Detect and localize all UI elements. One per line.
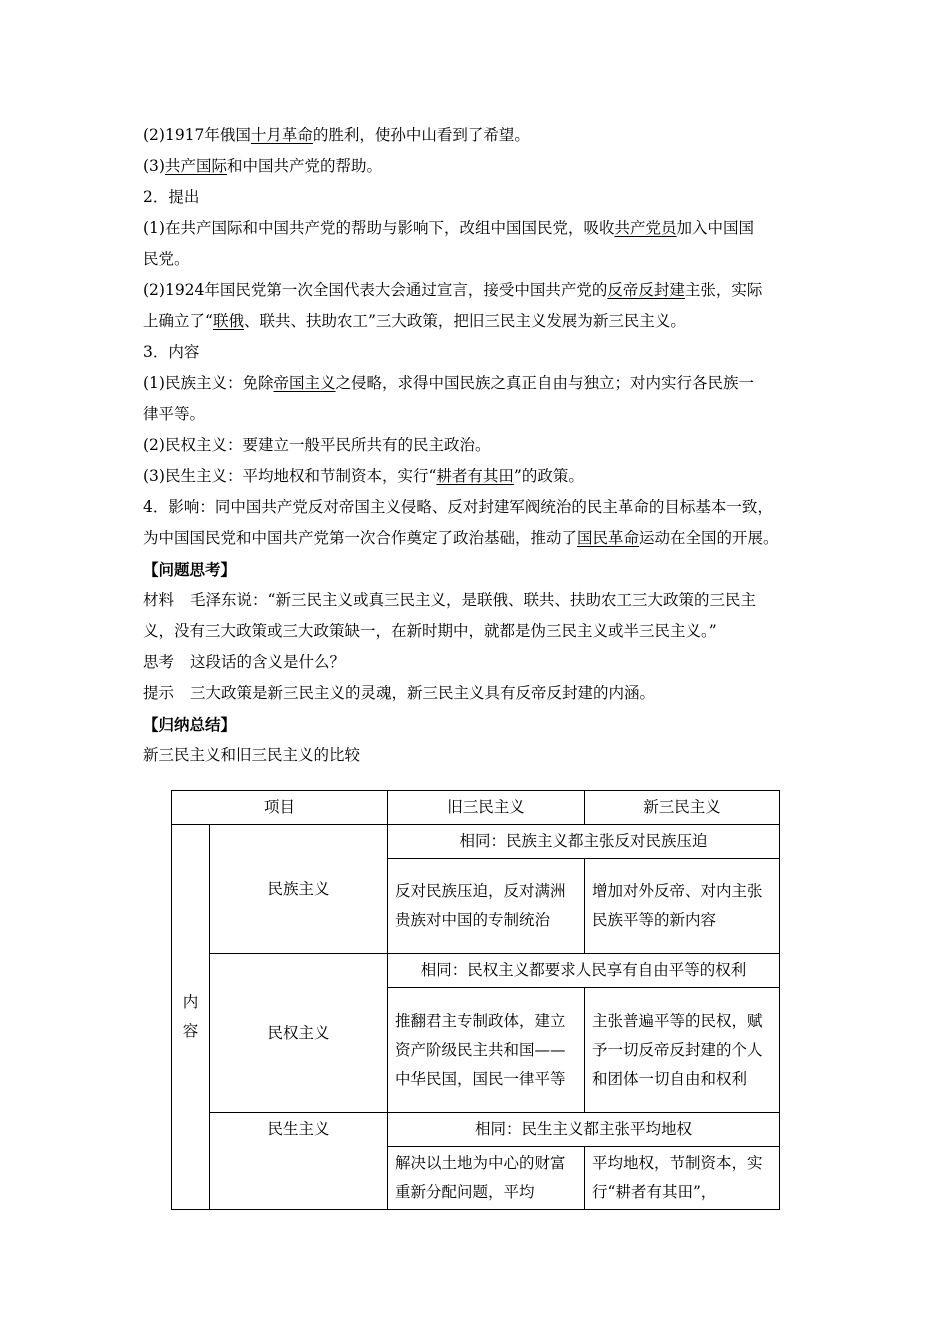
comparison-table — [171, 790, 780, 1210]
text: (2)1924年国民党第一次全国代表大会通过宣言，接受中国共产党的 — [143, 281, 608, 299]
paragraph-nationalism — [143, 368, 809, 399]
table-row — [172, 1113, 780, 1147]
same-nationalism: 相同：民族主义都主张反对民族压迫 — [388, 825, 780, 859]
document-body — [143, 120, 809, 771]
content-label-cell — [172, 825, 210, 1210]
material-line-1 — [143, 585, 809, 616]
paragraph-reorganize — [143, 213, 809, 244]
paragraph-1924-congress — [143, 275, 809, 306]
text: (2)1917年俄国 — [143, 126, 251, 144]
paragraph-livelihood — [143, 461, 809, 492]
text: 为中国国民党和中国共产党第一次合作奠定了政治基础，推动了 — [143, 529, 578, 547]
text: ”的政策。 — [513, 467, 584, 485]
text: 毛泽东说：“新三民主义或真三民主义，是联俄、联共、扶助农工三大政策的三民主 — [190, 591, 756, 609]
text: 和中国共产党的帮助。 — [226, 157, 382, 175]
new-democracy: 主张普遍平等的民权，赋予一切反帝反封建的个人和团体一切自由和权利 — [585, 988, 780, 1113]
table-title: 新三民主义和旧三民主义的比较 — [143, 746, 361, 764]
think-label: 思考 — [143, 653, 175, 671]
underlined-term: 国民革命 — [577, 529, 640, 547]
underlined-term: 共产国际 — [164, 157, 227, 175]
paragraph-comintern — [143, 151, 809, 182]
underlined-term: 反帝反封建 — [607, 281, 685, 299]
header-new: 新三民主义 — [585, 791, 780, 825]
row-name-democracy: 民权主义 — [210, 954, 388, 1113]
text: 这段话的含义是什么？ — [190, 653, 346, 671]
new-livelihood: 平均地权，节制资本，实行“耕者有其田”， — [585, 1147, 780, 1210]
text: 加入中国国 — [676, 219, 754, 237]
paragraph-nationalism-cont: 律平等。 — [143, 405, 206, 423]
hint-line — [143, 678, 809, 709]
same-democracy: 相同：民权主义都要求人民享有自由平等的权利 — [388, 954, 780, 988]
table-row — [172, 825, 780, 859]
same-livelihood: 相同：民生主义都主张平均地权 — [388, 1113, 780, 1147]
text: 之侵略，求得中国民族之真正自由与独立；对内实行各民族一 — [335, 374, 754, 392]
think-line — [143, 647, 809, 678]
text: 容 — [182, 1022, 199, 1040]
text: 内 — [182, 993, 199, 1011]
text: 的胜利，使孙中山看到了希望。 — [312, 126, 530, 144]
material-line-2: 义，没有三大政策或三大政策缺一，在新时期中，就都是伪三民主义或半三民主义。” — [143, 622, 717, 640]
table-header-row — [172, 791, 780, 825]
section-heading-2: 2．提出 — [143, 188, 200, 206]
paragraph-1924-congress-cont — [143, 306, 809, 337]
question-heading: 【问题思考】 — [143, 560, 237, 579]
underlined-term: 联俄 — [212, 312, 244, 330]
new-nationalism: 增加对外反帝、对内主张民族平等的新内容 — [585, 859, 780, 954]
underlined-term: 共产党员 — [614, 219, 677, 237]
text: (1)在共产国际和中国共产党的帮助与影响下，改组中国国民党，吸收 — [143, 219, 615, 237]
section-heading-3: 3．内容 — [143, 343, 200, 361]
old-nationalism: 反对民族压迫，反对满洲贵族对中国的专制统治 — [388, 859, 585, 954]
row-name-nationalism: 民族主义 — [210, 825, 388, 954]
text: 主张，实际 — [684, 281, 763, 299]
hint-label: 提示 — [143, 684, 175, 702]
old-livelihood: 解决以土地为中心的财富重新分配问题，平均 — [388, 1147, 585, 1210]
underlined-term: 帝国主义 — [273, 374, 336, 392]
text: 三大政策是新三民主义的灵魂，新三民主义具有反帝反封建的内涵。 — [190, 684, 656, 702]
header-old: 旧三民主义 — [388, 791, 585, 825]
underlined-term: 十月革命 — [250, 126, 313, 144]
header-item: 项目 — [172, 791, 388, 825]
underlined-term: 耕者有其田 — [436, 467, 514, 485]
text: 上确立了“ — [143, 312, 213, 330]
paragraph-influence: 4．影响：同中国共产党反对帝国主义侵略、反对封建军阀统治的民主革命的目标基本一致， — [143, 498, 773, 516]
text: (1)民族主义：免除 — [143, 374, 274, 392]
old-democracy: 推翻君主专制政体，建立资产阶级民主共和国——中华民国，国民一律平等 — [388, 988, 585, 1113]
text: 运动在全国的开展。 — [639, 529, 779, 547]
material-label: 材料 — [143, 591, 175, 609]
paragraph-reorganize-cont: 民党。 — [143, 250, 190, 268]
text: (3)民生主义：平均地权和节制资本，实行“ — [143, 467, 437, 485]
paragraph-october-revolution — [143, 120, 809, 151]
paragraph-democracy: (2)民权主义：要建立一般平民所共有的民主政治。 — [143, 436, 491, 454]
table-row — [172, 954, 780, 988]
summary-heading: 【归纳总结】 — [143, 715, 237, 734]
paragraph-influence-cont — [143, 523, 809, 554]
text: (3) — [143, 157, 165, 175]
text: 、联共、扶助农工”三大政策，把旧三民主义发展为新三民主义。 — [243, 312, 686, 330]
row-name-livelihood: 民生主义 — [210, 1113, 388, 1210]
